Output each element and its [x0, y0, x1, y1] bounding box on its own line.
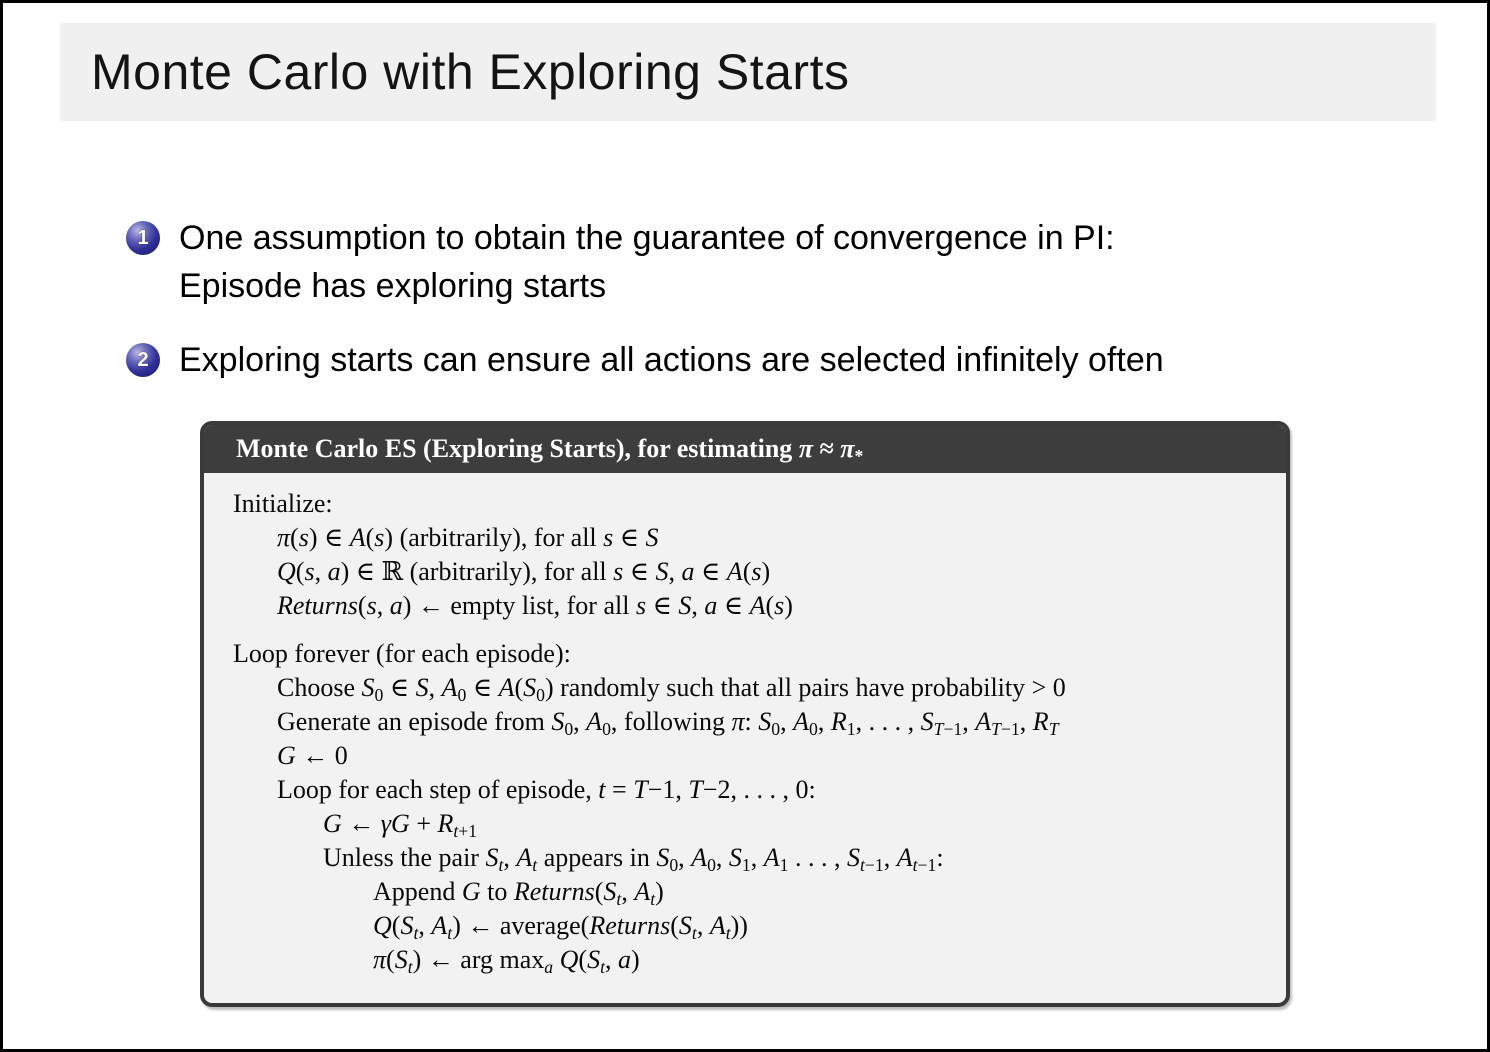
algorithm-line: $\pi(S_t)$ ← arg $\max_a Q(S_t$, a) — [373, 945, 640, 977]
bullet-list — [126, 214, 1426, 410]
page-title: Monte Carlo with Exploring Starts — [91, 44, 850, 100]
algorithm-line: Append G to $Returns(S_t$, $A_t$) — [373, 877, 664, 909]
algorithm-line: G ← $\gamma G + R_{t+1}$ — [323, 809, 478, 841]
algorithm-line: G ← 0 — [277, 741, 348, 770]
bullet-text — [179, 336, 1164, 384]
algorithm-line: Initialize: — [233, 489, 333, 518]
algorithm-box — [200, 421, 1290, 1007]
algorithm-line: Returns(s, a) ← empty list, for all s ∈ S, a ∈ A(s) — [277, 591, 793, 620]
algorithm-line: $Q(S_t$, $A_t$) ← $average(Returns(S_t$, $A_t$)) — [373, 911, 748, 943]
algorithm-line: Loop forever (for each episode): — [233, 639, 571, 668]
algorithm-line: Generate an episode from $S_0$, $A_0$, following π: $S_0$, $A_0$, $R_1$, . . . , $S_{T-1}$, $A_{T-1}$, $R_T$ — [277, 707, 1059, 739]
bullet-line: Exploring starts can ensure all actions are selected infinitely often — [179, 341, 1164, 379]
bullet-item-2 — [126, 336, 1426, 384]
algorithm-header — [204, 425, 1286, 473]
algorithm-line: Choose $S_0$ ∈ S, $A_0$ ∈ $A(S_0)$ randomly such that all pairs have probability > 0 — [277, 673, 1066, 705]
bullet-line: Episode has exploring starts — [179, 267, 607, 305]
algorithm-title: Monte Carlo ES (Exploring Starts), for estimating $\pi \approx \pi_*$ — [236, 434, 864, 466]
algorithm-line: Unless the pair $S_t$, $A_t$ appears in $S_0$, $A_0$, $S_1$, $A_1$ . . . , $S_{t-1}$, $A_{t-1}$: — [323, 843, 944, 875]
bullet-number-badge: 1 — [126, 221, 160, 255]
algorithm-body — [204, 473, 1286, 977]
algorithm-line: Q(s, a) ∈ ℝ (arbitrarily), for all s ∈ S, a ∈ A(s) — [277, 557, 771, 586]
bullet-line: One assumption to obtain the guarantee of convergence in PI: — [179, 219, 1115, 257]
bullet-item-1 — [126, 214, 1426, 310]
bullet-number-badge: 2 — [126, 343, 160, 377]
algorithm-line: Loop for each step of episode, t = T−1, T−2, . . . , 0: — [277, 775, 816, 804]
bullet-text — [179, 214, 1115, 310]
title-bar — [60, 23, 1436, 121]
algorithm-line: π(s) ∈ A(s) (arbitrarily), for all s ∈ S — [277, 523, 659, 552]
